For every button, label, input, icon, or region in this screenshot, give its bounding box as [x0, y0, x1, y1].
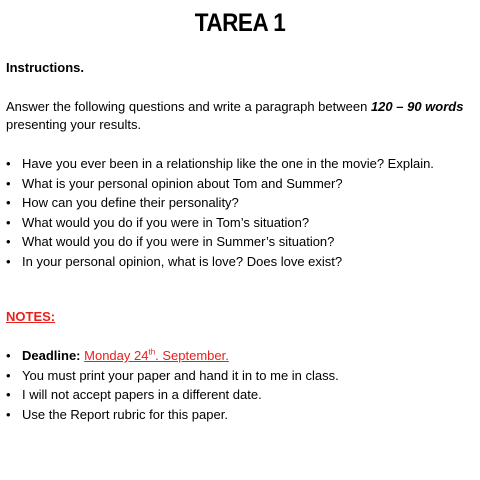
- notes-list: [6, 346, 474, 424]
- bullet-icon: •: [6, 214, 11, 230]
- note-item: [6, 385, 474, 405]
- question-text: What would you do if you were in Summer’s situation?: [22, 234, 335, 250]
- intro-paragraph: [6, 98, 474, 134]
- bullet-icon: •: [6, 175, 11, 191]
- question-item: [6, 154, 474, 174]
- intro-text-before: Answer the following questions and write a paragraph between: [6, 99, 371, 114]
- deadline-date: [84, 348, 229, 363]
- bullet-icon: •: [6, 387, 11, 403]
- question-text: What would you do if you were in Tom’s situation?: [22, 214, 310, 230]
- deadline-item: [6, 346, 474, 366]
- question-item: [6, 213, 474, 233]
- question-item: [6, 193, 474, 213]
- note-item: [6, 366, 474, 386]
- deadline-day: Monday 24: [84, 348, 149, 363]
- bullet-icon: •: [6, 253, 11, 269]
- question-item: [6, 252, 474, 272]
- instructions-heading: Instructions.: [6, 60, 85, 75]
- notes-heading: NOTES:: [6, 309, 56, 324]
- deadline-month: . September.: [155, 348, 229, 363]
- question-text: Have you ever been in a relationship like the one in the movie? Explain.: [22, 156, 434, 171]
- note-item: [6, 405, 474, 425]
- note-text: You must print your paper and hand it in to me in class.: [22, 367, 339, 383]
- bullet-icon: •: [6, 348, 11, 363]
- bullet-icon: •: [6, 156, 11, 171]
- bullet-icon: •: [6, 367, 11, 383]
- question-text: In your personal opinion, what is love? Does love exist?: [22, 253, 343, 269]
- intro-word-range: 120 – 90 words: [370, 99, 464, 114]
- document-title: TAREA 1: [194, 9, 286, 37]
- deadline-label: Deadline:: [22, 348, 81, 363]
- deadline-ordinal: th: [148, 347, 156, 357]
- question-item: [6, 232, 474, 252]
- intro-text-after: presenting your results.: [6, 117, 142, 132]
- question-text: What is your personal opinion about Tom and Summer?: [22, 175, 343, 191]
- note-text: I will not accept papers in a different date.: [22, 387, 262, 403]
- bullet-icon: •: [6, 234, 11, 250]
- note-text: Use the Report rubric for this paper.: [22, 406, 228, 422]
- bullet-icon: •: [6, 406, 11, 422]
- question-item: [6, 174, 474, 194]
- question-text: How can you define their personality?: [22, 195, 239, 211]
- question-list: [6, 154, 474, 272]
- bullet-icon: •: [6, 195, 11, 211]
